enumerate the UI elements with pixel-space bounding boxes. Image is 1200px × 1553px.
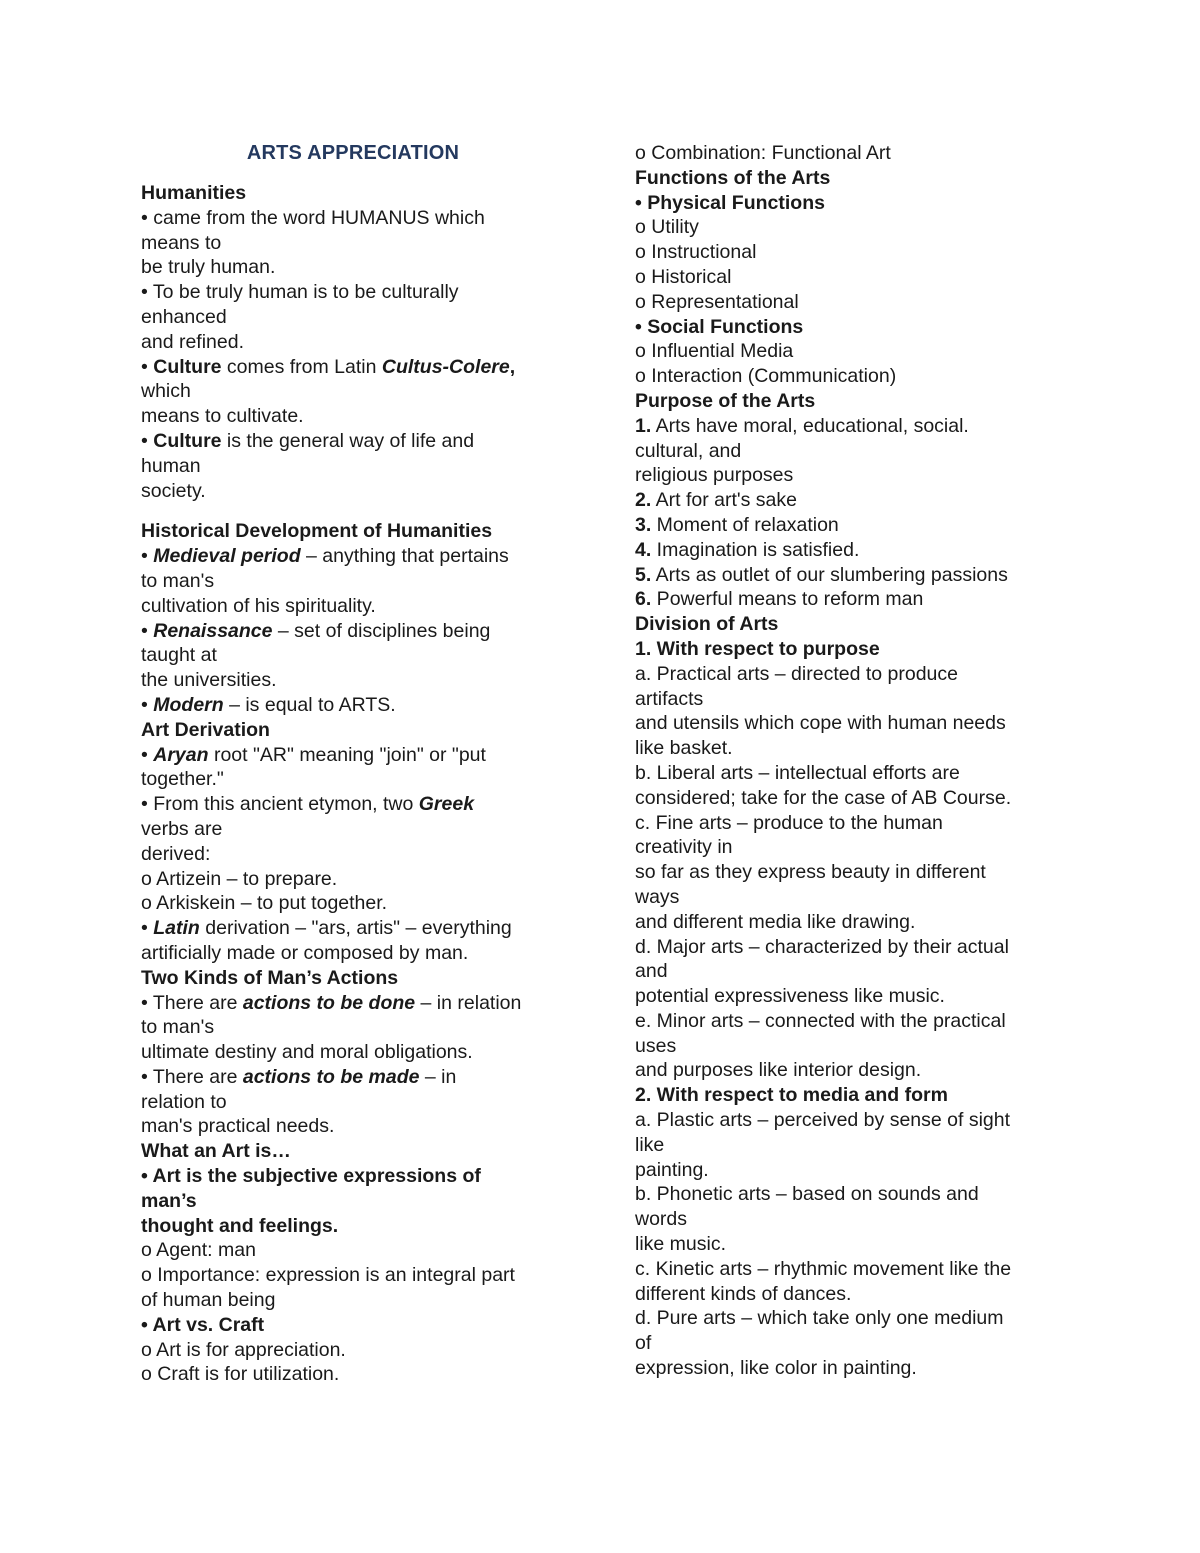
term-renaissance: Renaissance: [153, 619, 273, 642]
list-item: o Influential Media: [635, 340, 794, 363]
text-line: ultimate destiny and moral obligations.: [141, 1041, 473, 1064]
text-line: man’s: [141, 1189, 197, 1212]
item-number: 3.: [635, 513, 652, 536]
list-item: o Instructional: [635, 241, 757, 264]
document-title: ARTS APPRECIATION: [246, 142, 460, 164]
list-item: [635, 488, 1075, 513]
term-medieval: Medieval period: [153, 545, 301, 568]
text-line: taught at: [141, 644, 217, 667]
text-line: d. Major arts – characterized by their actual: [635, 935, 1009, 958]
text-line: and different media like drawing.: [635, 910, 916, 933]
text-line: of human being: [141, 1289, 276, 1312]
text-line: o Artizein – to prepare.: [141, 867, 338, 890]
list-item: o Representational: [635, 290, 799, 313]
text-line: religious purposes: [635, 464, 794, 487]
text-run: Arts have moral, educational, social.: [651, 414, 969, 437]
text-line: man's practical needs.: [141, 1115, 335, 1138]
text-line: means to: [141, 231, 222, 254]
term-culture: Culture: [153, 355, 222, 378]
text-run: – set of disciplines being: [272, 619, 491, 642]
text-line: c. Kinetic arts – rhythmic movement like the: [635, 1257, 1012, 1280]
text-line: relation to: [141, 1090, 227, 1113]
section-heading-humanities: Humanities: [141, 182, 247, 204]
section-heading-historical: Historical Development of Humanities: [141, 520, 493, 543]
text-line: be truly human.: [141, 256, 276, 279]
term-modern: Modern: [153, 693, 224, 716]
term-latin: Latin: [153, 917, 200, 940]
bullet: •: [141, 429, 154, 452]
term-latin-root: Cultus-Colere: [381, 355, 510, 378]
text-line: derived:: [141, 842, 211, 865]
text-line: words: [635, 1208, 688, 1231]
text-line: a. Practical arts – directed to produce: [635, 662, 958, 685]
text-line: [141, 544, 581, 569]
text-line: which: [141, 380, 191, 403]
text-line: the universities.: [141, 669, 277, 692]
bullet: •: [141, 619, 154, 642]
bullet: •: [141, 355, 154, 378]
text-line: [141, 1065, 581, 1090]
text-line: o Importance: expression is an integral part: [141, 1264, 515, 1287]
list-item: o Utility: [635, 216, 699, 239]
subheading-art-vs-craft: • Art vs. Craft: [141, 1313, 265, 1336]
text-line: and: [635, 960, 668, 983]
text-line: [141, 792, 581, 817]
text-line: ways: [635, 885, 680, 908]
text-line: human: [141, 454, 201, 477]
term-actions-made: actions to be made: [242, 1065, 420, 1088]
list-item: o Interaction (Communication): [635, 365, 897, 388]
item-number: 1.: [635, 414, 652, 437]
text-run: comes from Latin: [221, 355, 382, 378]
text-line: c. Fine arts – produce to the human: [635, 811, 943, 834]
section-heading-derivation: Art Derivation: [141, 718, 270, 741]
text-line: b. Phonetic arts – based on sounds and: [635, 1183, 979, 1206]
term-aryan: Aryan: [153, 743, 209, 766]
text-line: and purposes like interior design.: [635, 1059, 922, 1082]
text-run: – is equal to ARTS.: [223, 693, 396, 716]
spacer: [141, 503, 581, 519]
item-number: 6.: [635, 588, 652, 611]
left-column: [141, 141, 581, 1387]
text-line: like: [635, 1133, 665, 1156]
text-line: cultivation of his spirituality.: [141, 594, 376, 617]
right-column: [635, 141, 1075, 1381]
text-line: • To be truly human is to be culturally: [141, 281, 459, 304]
text-run: – in relation: [415, 991, 522, 1014]
text-line: b. Liberal arts – intellectual efforts are: [635, 761, 960, 784]
bullet: •: [141, 693, 154, 716]
list-item: [635, 563, 1075, 588]
section-heading-division: Division of Arts: [635, 613, 779, 636]
text-run: Moment of relaxation: [651, 513, 839, 536]
text-run: root "AR" meaning "join" or "put: [208, 743, 486, 766]
text-line: [141, 355, 581, 380]
text-line: and utensils which cope with human needs: [635, 712, 1006, 735]
bullet: •: [141, 917, 154, 940]
text-line: • came from the word HUMANUS which: [141, 206, 485, 229]
list-item: [635, 414, 1075, 439]
text-run: • There are: [141, 1065, 243, 1088]
subheading-physical: • Physical Functions: [635, 191, 825, 214]
text-run: – in: [419, 1065, 457, 1088]
list-item: [635, 587, 1075, 612]
text-line: like basket.: [635, 737, 733, 760]
text-run: Powerful means to reform man: [651, 588, 924, 611]
text-line: painting.: [635, 1158, 709, 1181]
text-run: – anything that pertains: [300, 545, 509, 568]
subheading-media-form: 2. With respect to media and form: [635, 1084, 948, 1107]
bullet: •: [141, 545, 154, 568]
text-run: • From this ancient etymon, two: [141, 793, 419, 816]
text-line: to man's: [141, 569, 215, 592]
text-line: [141, 743, 581, 768]
text-line: o Agent: man: [141, 1239, 256, 1262]
text-line: potential expressiveness like music.: [635, 985, 945, 1008]
text-line: enhanced: [141, 305, 227, 328]
text-line: d. Pure arts – which take only one medium: [635, 1307, 1004, 1330]
text-line: artifacts: [635, 687, 704, 710]
section-heading-purpose: Purpose of the Arts: [635, 389, 816, 412]
text-line: o Art is for appreciation.: [141, 1338, 346, 1361]
item-number: 4.: [635, 538, 652, 561]
text-line: expression, like color in painting.: [635, 1357, 917, 1380]
text-line: of: [635, 1332, 652, 1355]
item-number: 2.: [635, 489, 652, 512]
list-item: [635, 538, 1075, 563]
text-line: cultural, and: [635, 439, 742, 462]
text-line: o Arkiskein – to put together.: [141, 892, 388, 915]
text-line: [141, 693, 581, 718]
text-line: o Craft is for utilization.: [141, 1363, 340, 1386]
text-line: verbs are: [141, 817, 223, 840]
punctuation: ,: [509, 355, 516, 378]
text-line: a. Plastic arts – perceived by sense of sight: [635, 1109, 1011, 1132]
text-run: derivation – "ars, artis" – everything: [199, 917, 512, 940]
text-line: [141, 429, 581, 454]
text-line: means to cultivate.: [141, 405, 304, 428]
text-line: [141, 916, 581, 941]
bullet: •: [141, 743, 154, 766]
text-line: [141, 619, 581, 644]
list-item: o Historical: [635, 265, 732, 288]
term-actions-done: actions to be done: [242, 991, 416, 1014]
text-line: society.: [141, 479, 206, 502]
text-run: Arts as outlet of our slumbering passions: [651, 563, 1008, 586]
list-item: [635, 513, 1075, 538]
text-run: Imagination is satisfied.: [651, 538, 860, 561]
term-culture: Culture: [153, 429, 222, 452]
subheading-social: • Social Functions: [635, 315, 804, 338]
text-line: uses: [635, 1034, 677, 1057]
text-line: thought and feelings.: [141, 1214, 339, 1237]
text-line: like music.: [635, 1233, 727, 1256]
text-line: artificially made or composed by man.: [141, 941, 469, 964]
section-heading-what-art: What an Art is…: [141, 1140, 291, 1163]
text-line: o Combination: Functional Art: [635, 142, 891, 164]
text-line: considered; take for the case of AB Course.: [635, 786, 1012, 809]
section-heading-actions: Two Kinds of Man’s Actions: [141, 966, 399, 989]
text-line: • Art is the subjective expressions of: [141, 1165, 481, 1188]
item-number: 5.: [635, 563, 652, 586]
text-line: creativity in: [635, 836, 733, 859]
text-run: Art for art's sake: [651, 489, 797, 512]
text-line: different kinds of dances.: [635, 1282, 852, 1305]
term-greek: Greek: [418, 793, 475, 816]
text-run: is the general way of life and: [221, 429, 475, 452]
text-run: • There are: [141, 991, 243, 1014]
text-line: to man's: [141, 1016, 215, 1039]
subheading-purpose: 1. With respect to purpose: [635, 637, 880, 660]
text-line: together.": [141, 768, 224, 791]
text-line: and refined.: [141, 330, 244, 353]
text-line: so far as they express beauty in different: [635, 861, 986, 884]
text-line: [141, 991, 581, 1016]
text-line: e. Minor arts – connected with the practical: [635, 1009, 1006, 1032]
section-heading-functions: Functions of the Arts: [635, 166, 831, 189]
